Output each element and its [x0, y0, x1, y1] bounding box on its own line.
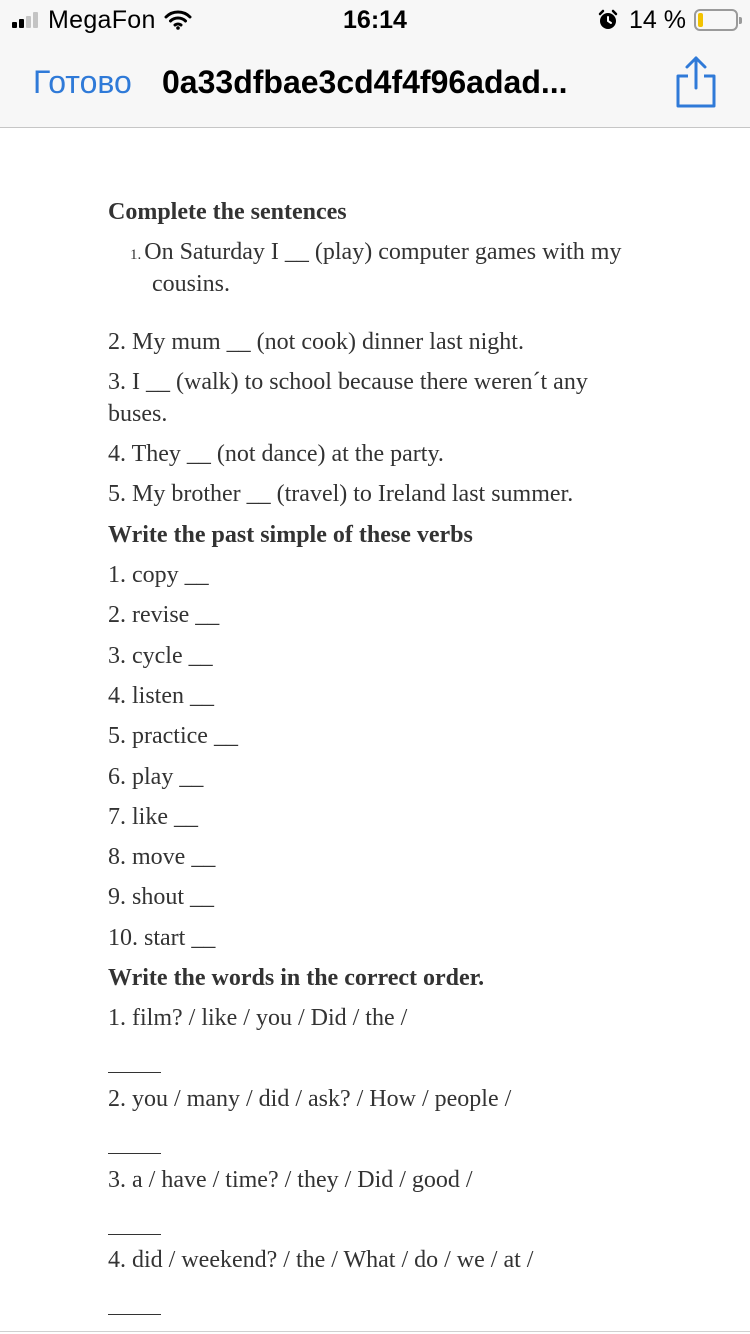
list-item: 7. like __ [108, 804, 198, 830]
list-item: 8. move __ [108, 844, 216, 870]
list-item: 3. I __ (walk) to school because there weren´t any [108, 369, 588, 395]
section-heading: Complete the sentences [108, 199, 347, 225]
list-item: 9. shout __ [108, 884, 215, 910]
list-item: 3. cycle __ [108, 643, 213, 669]
list-item-continuation: cousins. [152, 271, 230, 297]
status-right [597, 6, 738, 34]
carrier-name: MegaFon [48, 5, 156, 34]
answer-blank [108, 1314, 161, 1315]
battery-percentage: 14 % [629, 5, 686, 34]
answer-blank [108, 1153, 161, 1154]
list-item-text: On Saturday I __ (play) computer games with my [144, 239, 622, 265]
status-bar [0, 0, 750, 40]
battery-level-fill [698, 13, 703, 27]
section-heading: Write the past simple of these verbs [108, 522, 473, 548]
list-item-continuation: buses. [108, 401, 168, 427]
clock: 16:14 [343, 6, 407, 34]
list-item: 6. play __ [108, 764, 204, 790]
list-item: 2. revise __ [108, 602, 220, 628]
document-title: 0a33dfbae3cd4f4f96adad... [162, 64, 568, 100]
list-item: 5. My brother __ (travel) to Ireland last summer. [108, 481, 574, 507]
navigation-bar [0, 40, 750, 128]
list-item [130, 239, 621, 266]
list-item: 3. a / have / time? / they / Did / good / [108, 1167, 473, 1193]
section-heading: Write the words in the correct order. [108, 965, 485, 991]
battery-icon [694, 9, 738, 31]
share-icon[interactable] [673, 54, 719, 110]
list-item: 1. copy __ [108, 562, 209, 588]
list-item: 4. They __ (not dance) at the party. [108, 441, 444, 467]
answer-blank [108, 1234, 161, 1235]
list-item: 4. did / weekend? / the / What / do / we / at / [108, 1247, 534, 1273]
done-button[interactable]: Готово [33, 64, 132, 100]
list-item: 10. start __ [108, 925, 216, 951]
alarm-icon [597, 9, 619, 31]
bottom-divider [0, 1331, 750, 1332]
list-item-number: 1. [130, 247, 142, 263]
list-item: 5. practice __ [108, 723, 238, 749]
list-item: 2. you / many / did / ask? / How / people / [108, 1086, 512, 1112]
list-item: 2. My mum __ (not cook) dinner last night. [108, 329, 524, 355]
list-item: 4. listen __ [108, 683, 214, 709]
answer-blank [108, 1072, 161, 1073]
list-item: 1. film? / like / you / Did / the / [108, 1005, 408, 1031]
